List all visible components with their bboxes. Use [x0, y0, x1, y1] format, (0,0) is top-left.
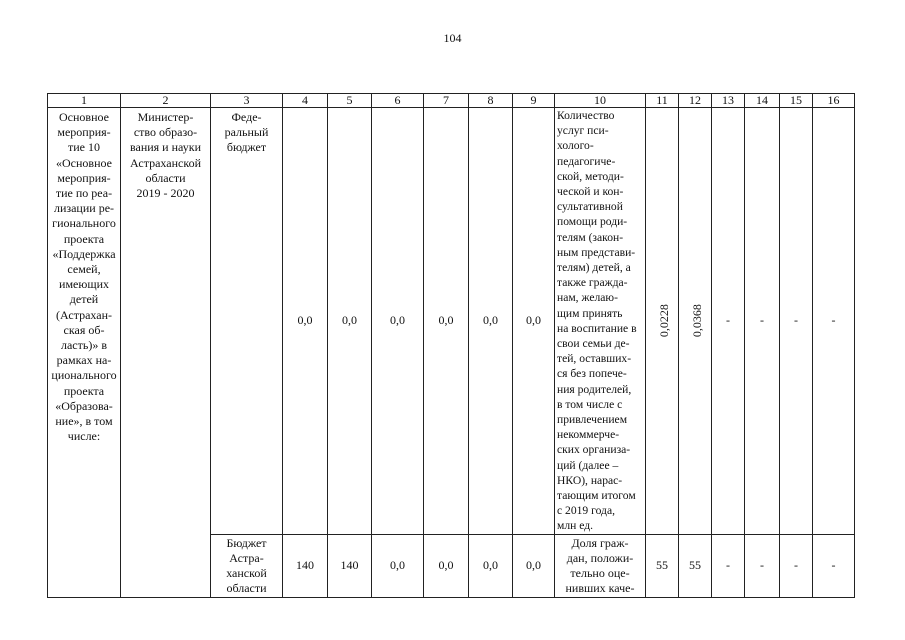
value-cell: 0,0 — [469, 534, 513, 597]
indicator-cell: Количество услуг пси- холого- педагогиче- ской, методи- ческой и кон- сультативной помощи роди- телям (закон- ным представи- телям) детей, а также гражда- нам, желаю- щим принять на воспитание в свои семьи де- тей, оставших- ся без попече- ния родителей, в том числе с привлечением некоммерче- ских организа- ций (далее – НКО), нарас- тающим итогом с 2019 года, млн ед. — [555, 108, 646, 535]
value-cell: 0,0 — [372, 534, 424, 597]
value-cell: - — [813, 534, 855, 597]
value-cell: 55 — [679, 534, 712, 597]
header-cell: 2 — [121, 94, 211, 108]
header-cell: 8 — [469, 94, 513, 108]
target-value-cell — [646, 108, 679, 535]
header-cell: 4 — [283, 94, 328, 108]
target-value-text: 0,0368 — [689, 304, 704, 338]
value-cell: 0,0 — [424, 534, 469, 597]
header-cell: 5 — [328, 94, 372, 108]
indicator-cell: Доля граж- дан, положи- тельно оце- нивших каче- — [555, 534, 646, 597]
funding-source-cell: Бюджет Астра- ханской области — [211, 534, 283, 597]
value-cell: 0,0 — [328, 108, 372, 535]
header-cell: 14 — [745, 94, 780, 108]
value-cell: - — [745, 108, 780, 535]
executor-cell: Министер- ство образо- вания и науки Астраханской области 2019 - 2020 — [121, 108, 211, 598]
value-cell: 0,0 — [372, 108, 424, 535]
value-cell: - — [813, 108, 855, 535]
header-cell: 16 — [813, 94, 855, 108]
target-value-cell — [679, 108, 712, 535]
value-cell: - — [712, 108, 745, 535]
header-cell: 7 — [424, 94, 469, 108]
value-cell: 0,0 — [513, 534, 555, 597]
header-cell: 11 — [646, 94, 679, 108]
value-cell: 0,0 — [424, 108, 469, 535]
value-cell: - — [780, 534, 813, 597]
header-cell: 1 — [48, 94, 121, 108]
target-value-text: 0,0228 — [656, 304, 671, 338]
page-number: 104 — [443, 31, 462, 45]
header-cell: 10 — [555, 94, 646, 108]
header-row — [48, 94, 855, 108]
header-cell: 6 — [372, 94, 424, 108]
value-cell: 0,0 — [469, 108, 513, 535]
value-cell: 0,0 — [513, 108, 555, 535]
header-cell: 13 — [712, 94, 745, 108]
value-cell: - — [745, 534, 780, 597]
header-cell: 3 — [211, 94, 283, 108]
value-cell: 0,0 — [283, 108, 328, 535]
event-cell: Основное мероприя- тие 10 «Основное мероприя- тие по реа- лизации ре- гионального проекта «Поддержка семей, имеющих детей (Астрахан- ская об- ласть)» в рамках на- ционального проекта «Образова- ние», в том числе: — [48, 108, 121, 598]
value-cell: 140 — [328, 534, 372, 597]
header-cell: 12 — [679, 94, 712, 108]
value-cell: 140 — [283, 534, 328, 597]
value-cell: 55 — [646, 534, 679, 597]
table-row — [48, 108, 855, 535]
program-table — [47, 93, 855, 598]
value-cell: - — [780, 108, 813, 535]
header-cell: 9 — [513, 94, 555, 108]
funding-source-cell: Феде- ральный бюджет — [211, 108, 283, 535]
header-cell: 15 — [780, 94, 813, 108]
value-cell: - — [712, 534, 745, 597]
